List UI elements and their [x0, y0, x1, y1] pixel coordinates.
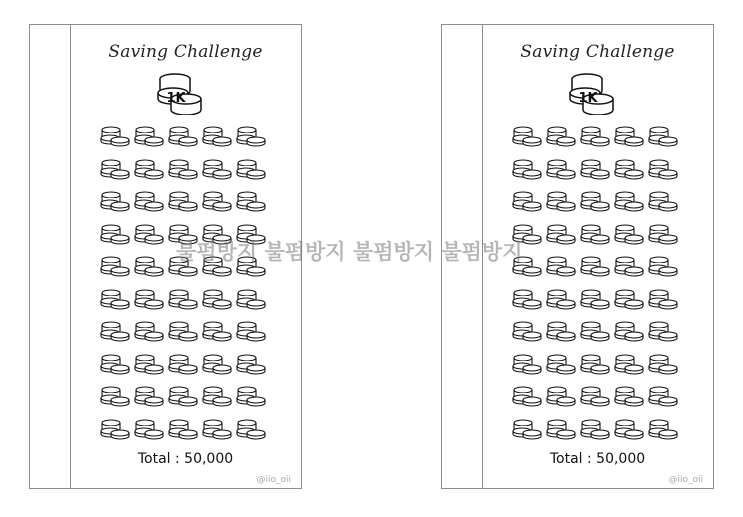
- coin-stack-icon: [202, 320, 232, 342]
- coin-stack-icon: [546, 288, 576, 310]
- coin-stack-icon: [236, 190, 266, 212]
- coin-stack-icon: [236, 223, 266, 245]
- coin-stack-icon: [168, 223, 198, 245]
- coin-stack-icon: [202, 125, 232, 147]
- coin-stack-icon: [546, 255, 576, 277]
- coin-stack-icon: [134, 353, 164, 375]
- coin-stack-icon: [134, 125, 164, 147]
- coin-stack-icon: [236, 255, 266, 277]
- coin-stack-icon: [134, 418, 164, 440]
- coin-stack-icon: [202, 158, 232, 180]
- coin-stack-icon: [236, 320, 266, 342]
- coin-stack-icon: [614, 223, 644, 245]
- coin-grid: [512, 125, 687, 445]
- credit-label: @iio_oii: [668, 475, 703, 485]
- coin-stack-icon: [512, 223, 542, 245]
- coin-stack-icon: [614, 320, 644, 342]
- coin-stack-icon: [512, 158, 542, 180]
- coin-stack-icon: [512, 255, 542, 277]
- coin-stack-icon: [614, 353, 644, 375]
- margin-line: [70, 25, 71, 488]
- coin-stack-icon: [546, 320, 576, 342]
- coin-stack-icon: [648, 288, 678, 310]
- coin-stack-icon: [580, 125, 610, 147]
- coin-stack-icon: [100, 418, 130, 440]
- coin-stack-icon: [580, 158, 610, 180]
- watermark-text: 불펌방지 불펌방지 불펌방지 불펌방지: [176, 240, 523, 264]
- coin-stack-icon: [546, 190, 576, 212]
- coin-stack-icon: [202, 353, 232, 375]
- coin-stack-icon: [100, 190, 130, 212]
- coin-stack-icon: [202, 288, 232, 310]
- coin-stack-icon: [614, 255, 644, 277]
- coin-stack-icon: [614, 158, 644, 180]
- coin-stack-icon: [236, 385, 266, 407]
- coin-stack-icon: [168, 320, 198, 342]
- coin-stack-icon: [168, 418, 198, 440]
- coin-stack-icon: [236, 158, 266, 180]
- card-title: Saving Challenge: [520, 42, 675, 62]
- coin-stack-icon: [648, 190, 678, 212]
- coin-stack-icon: [546, 418, 576, 440]
- coin-stack-icon: [580, 353, 610, 375]
- coin-stack-icon: [580, 255, 610, 277]
- coin-stack-icon: [168, 255, 198, 277]
- coin-stack-icon: [134, 223, 164, 245]
- coin-stack-icon: [546, 125, 576, 147]
- coin-stack-icon: [100, 223, 130, 245]
- coin-stack-icon: [202, 255, 232, 277]
- coin-stack-1k-icon: [155, 69, 205, 115]
- coin-stack-icon: [546, 353, 576, 375]
- coin-stack-icon: [580, 190, 610, 212]
- credit-label: @iio_oii: [256, 475, 291, 485]
- coin-stack-icon: [168, 288, 198, 310]
- coin-stack-icon: [202, 223, 232, 245]
- coin-stack-icon: [236, 288, 266, 310]
- coin-stack-icon: [100, 288, 130, 310]
- coin-stack-icon: [648, 385, 678, 407]
- coin-stack-icon: [100, 158, 130, 180]
- coin-stack-icon: [648, 158, 678, 180]
- coin-stack-icon: [202, 190, 232, 212]
- total-label: Total : 50,000: [549, 451, 646, 467]
- coin-stack-icon: [546, 385, 576, 407]
- coin-stack-icon: [168, 385, 198, 407]
- unit-label: 1K: [166, 91, 186, 106]
- coin-stack-icon: [134, 385, 164, 407]
- coin-stack-icon: [648, 223, 678, 245]
- coin-stack-icon: [236, 125, 266, 147]
- margin-line: [482, 25, 483, 488]
- coin-stack-icon: [614, 190, 644, 212]
- coin-stack-icon: [168, 353, 198, 375]
- unit-label: 1K: [578, 91, 598, 106]
- coin-stack-1k-icon: [567, 69, 617, 115]
- saving-challenge-card-1: [29, 24, 302, 489]
- coin-stack-icon: [134, 158, 164, 180]
- coin-stack-icon: [580, 223, 610, 245]
- coin-stack-icon: [648, 125, 678, 147]
- coin-stack-icon: [168, 190, 198, 212]
- coin-stack-icon: [168, 125, 198, 147]
- coin-stack-icon: [648, 353, 678, 375]
- coin-stack-icon: [512, 125, 542, 147]
- coin-stack-icon: [134, 288, 164, 310]
- coin-stack-icon: [100, 255, 130, 277]
- coin-stack-icon: [134, 320, 164, 342]
- coin-stack-icon: [134, 255, 164, 277]
- coin-stack-icon: [512, 418, 542, 440]
- coin-stack-icon: [614, 125, 644, 147]
- coin-stack-icon: [100, 320, 130, 342]
- saving-challenge-card-2: [441, 24, 714, 489]
- coin-stack-icon: [100, 125, 130, 147]
- coin-stack-icon: [580, 320, 610, 342]
- card-title: Saving Challenge: [108, 42, 263, 62]
- coin-stack-icon: [648, 418, 678, 440]
- coin-stack-icon: [580, 385, 610, 407]
- coin-stack-icon: [580, 418, 610, 440]
- coin-stack-icon: [512, 190, 542, 212]
- coin-stack-icon: [614, 385, 644, 407]
- coin-stack-icon: [134, 190, 164, 212]
- coin-stack-icon: [202, 385, 232, 407]
- coin-stack-icon: [614, 288, 644, 310]
- coin-stack-icon: [546, 158, 576, 180]
- coin-grid: [100, 125, 275, 445]
- coin-stack-icon: [100, 385, 130, 407]
- coin-stack-icon: [648, 320, 678, 342]
- coin-stack-icon: [614, 418, 644, 440]
- coin-stack-icon: [512, 353, 542, 375]
- coin-stack-icon: [202, 418, 232, 440]
- coin-stack-icon: [580, 288, 610, 310]
- coin-stack-icon: [648, 255, 678, 277]
- coin-stack-icon: [100, 353, 130, 375]
- coin-stack-icon: [236, 418, 266, 440]
- coin-stack-icon: [546, 223, 576, 245]
- coin-stack-icon: [168, 158, 198, 180]
- coin-stack-icon: [512, 385, 542, 407]
- coin-stack-icon: [236, 353, 266, 375]
- coin-stack-icon: [512, 320, 542, 342]
- total-label: Total : 50,000: [137, 451, 234, 467]
- coin-stack-icon: [512, 288, 542, 310]
